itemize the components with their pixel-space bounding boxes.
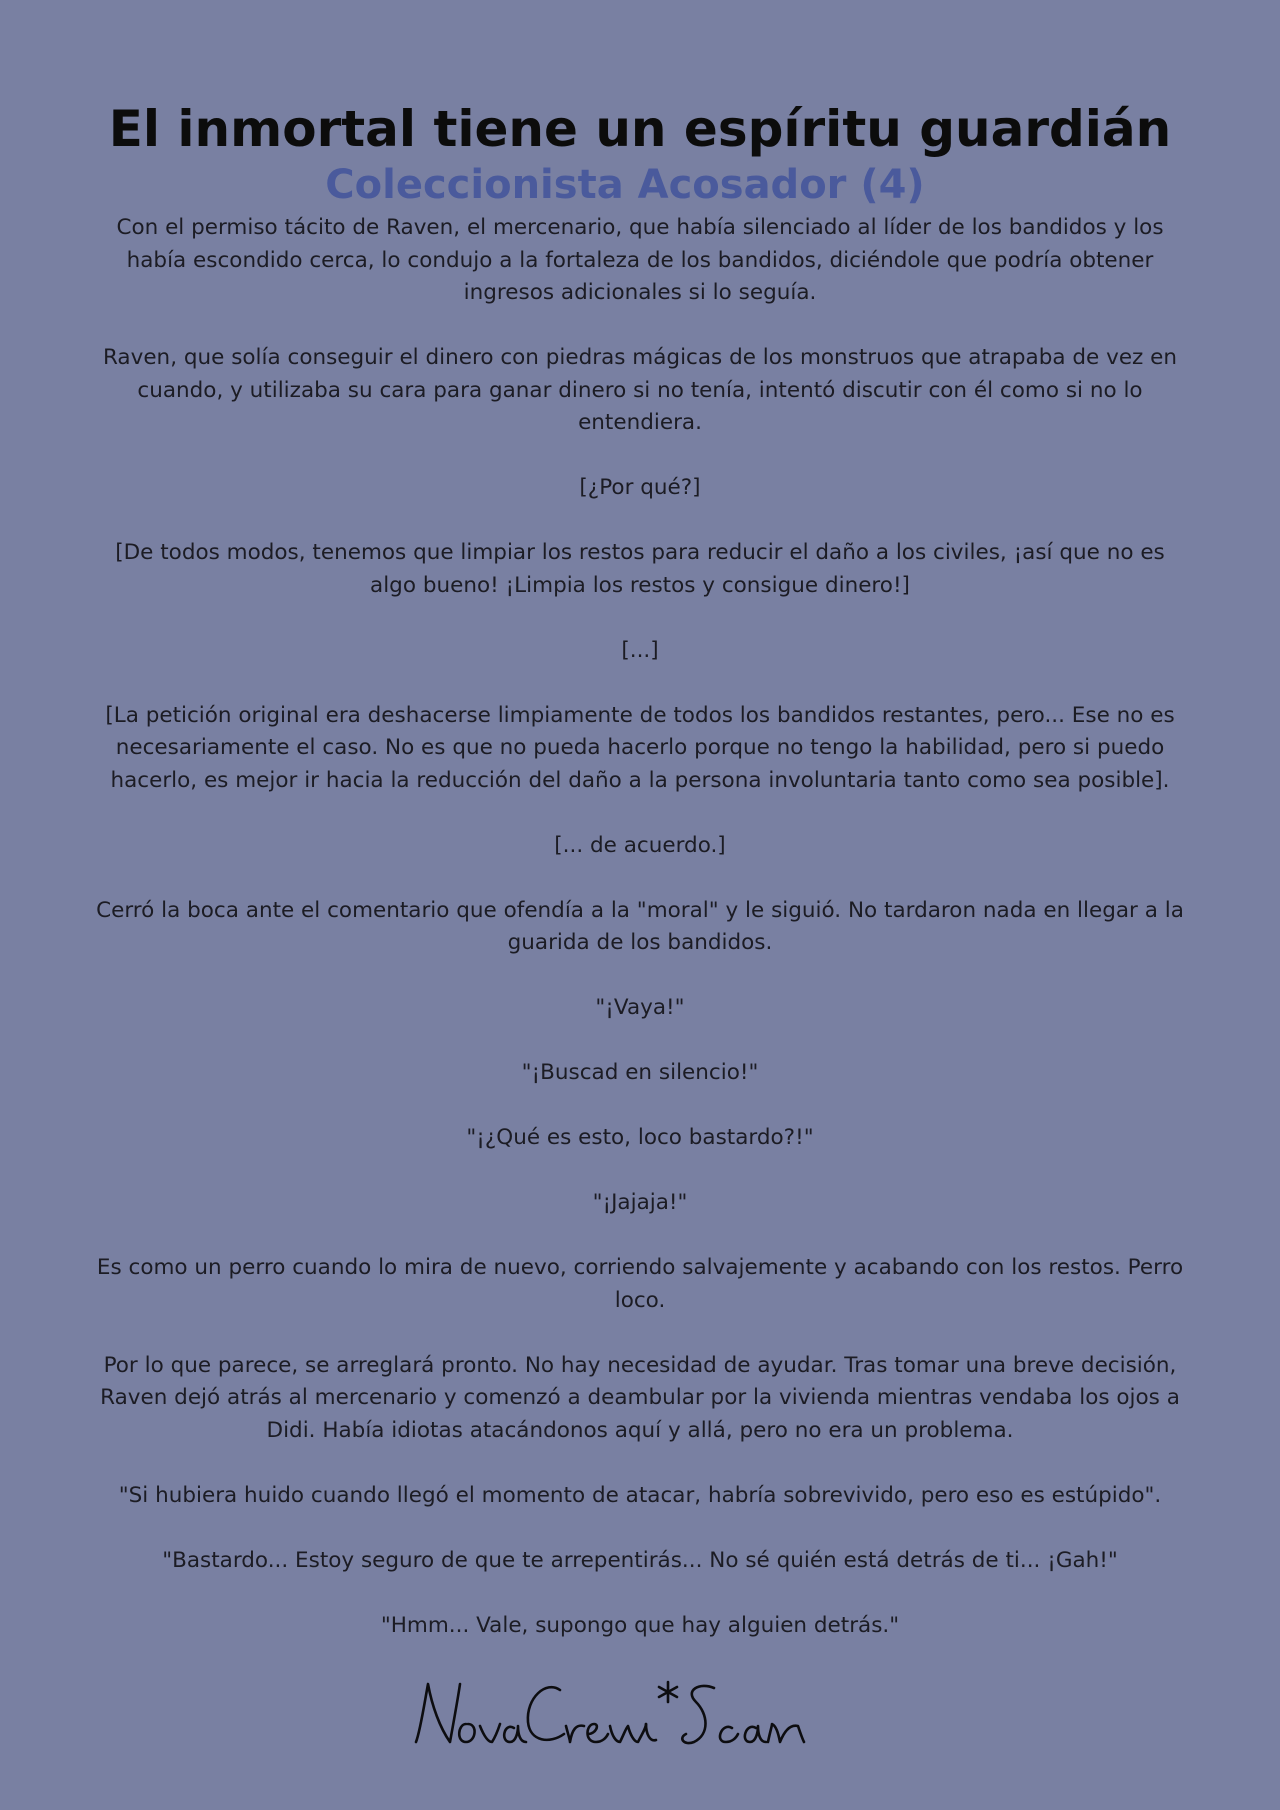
paragraph: "¡¿Qué es esto, loco bastardo?!" <box>466 1125 814 1150</box>
paragraph: "¡Vaya!" <box>595 995 685 1020</box>
paragraph: "Bastardo... Estoy seguro de que te arrepentirás... No sé quién está detrás de ti... ¡Gah!" <box>162 1547 1118 1573</box>
paragraph: "Hmm... Vale, supongo que hay alguien detrás." <box>380 1612 900 1638</box>
paragraph: Con el permiso tácito de Raven, el mercenario, que había silenciado al líder de los bandidos y los había escondido cerca, lo condujo a la fortaleza de los bandidos, diciéndole que podría obtener ingresos adicionales si lo seguía. <box>116 215 1164 305</box>
paragraph: "¡Jajaja!" <box>592 1190 688 1215</box>
paragraph: [...] <box>621 637 659 663</box>
paragraph: Es como un perro cuando lo mira de nuevo, corriendo salvajemente y acabando con los restos. Perro loco. <box>96 1255 1184 1313</box>
paragraph: Cerró la boca ante el comentario que ofendía a la "moral" y le siguió. No tardaron nada en llegar a la guarida de los bandidos. <box>96 897 1184 955</box>
chapter-body <box>92 212 1188 1675</box>
chapter-subtitle: Coleccionista Acosador (4) <box>325 162 925 208</box>
paragraph: [La petición original era deshacerse limpiamente de todos los bandidos restantes, pero... Ese no es necesariamente el caso. No es que no pueda hacerlo porque no tengo la habilidad, pero si puedo hacerlo, es mejor ir hacia la reducción del daño a la persona involuntaria tanto como sea posible]. <box>105 702 1175 793</box>
paragraph: Raven, que solía conseguir el dinero con piedras mágicas de los monstruos que atrapaba de vez en cuando, y utilizaba su cara para ganar dinero si no tenía, intentó discutir con él como si no lo entendiera. <box>102 345 1178 435</box>
page-title: El inmortal tiene un espíritu guardián <box>108 100 1172 158</box>
paragraph: "Si hubiera huido cuando llegó el momento de atacar, habría sobrevivido, pero eso es estúpido". <box>118 1482 1162 1508</box>
paragraph: [De todos modos, tenemos que limpiar los restos para reducir el daño a los civiles, ¡así que no es algo bueno! ¡Limpia los restos y consigue dinero!] <box>115 540 1165 598</box>
paragraph: [¿Por qué?] <box>579 475 701 500</box>
signature-logo <box>410 1672 870 1756</box>
paragraph: "¡Buscad en silencio!" <box>521 1060 759 1085</box>
paragraph: Por lo que parece, se arreglará pronto. No hay necesidad de ayudar. Tras tomar una breve decisión, Raven dejó atrás al mercenario y comenzó a deambular por la vivienda mientras vendaba los ojos a Didi. Había idiotas atacándonos aquí y allá, pero no era un problema. <box>100 1352 1180 1443</box>
scanlator-signature <box>410 1672 870 1756</box>
paragraph: [... de acuerdo.] <box>554 832 726 858</box>
